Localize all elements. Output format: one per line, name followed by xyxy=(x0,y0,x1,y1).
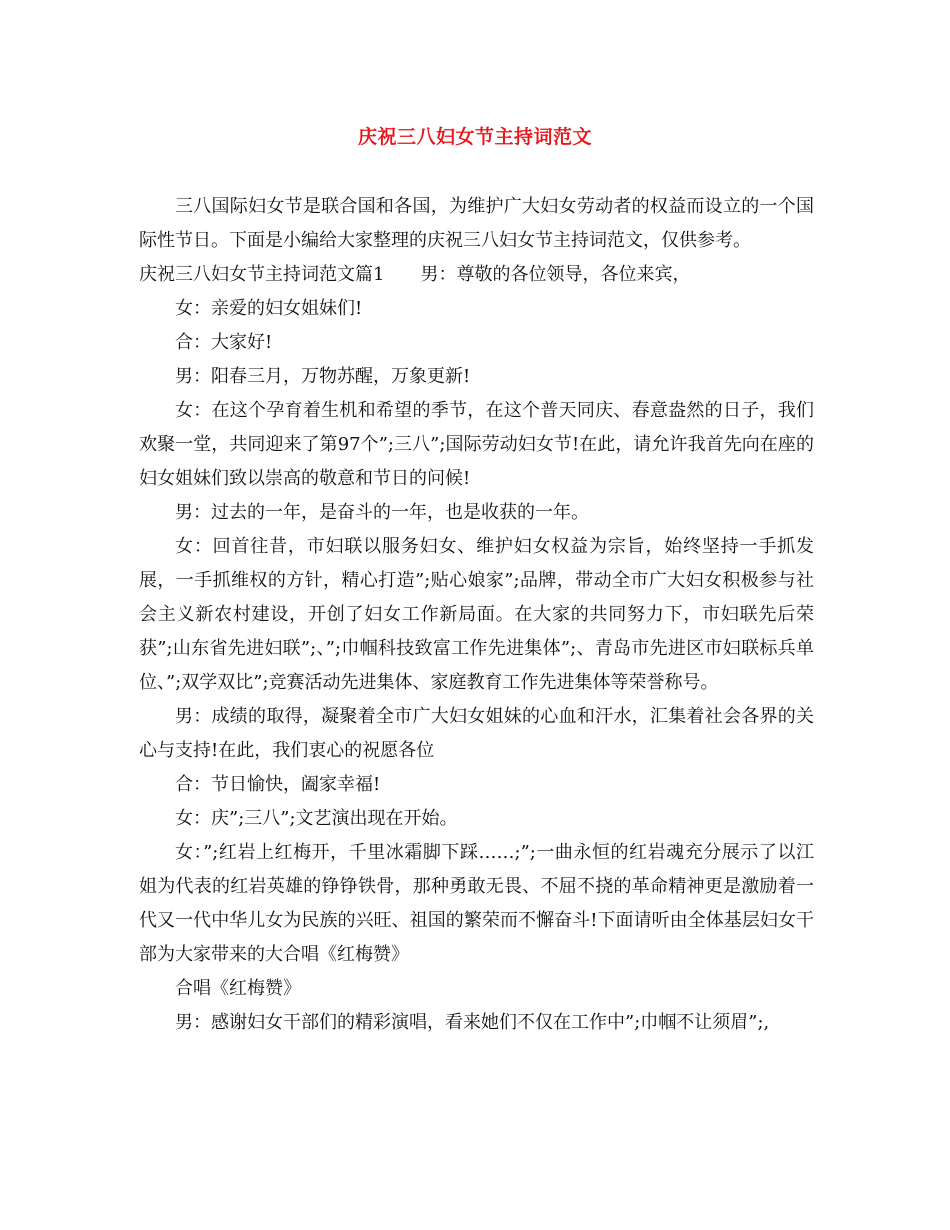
paragraph: 女：回首往昔，市妇联以服务妇女、维护妇女权益为宗旨，始终坚持一手抓发展，一手抓维权的方针，精心打造”;贴心娘家”;品牌，带动全市广大妇女积极参与社会主义新农村建设，开创了妇女工作新局面。在大家的共同努力下，市妇联先后荣获”;山东省先进妇联”;、”;巾帼科技致富工作先进集体”;、青岛市先进区市妇联标兵单位、”;双学双比”;竞赛活动先进集体、家庭教育工作先进集体等荣誉称号。 xyxy=(139,536,814,693)
paragraph: 男：过去的一年，是奋斗的一年，也是收获的一年。 xyxy=(175,502,589,523)
paragraph: 合唱《红梅赞》 xyxy=(175,978,301,999)
document-body xyxy=(139,190,814,1040)
paragraph: 男：感谢妇女干部们的精彩演唱，看来她们不仅在工作中”;巾帼不让须眉”;, xyxy=(175,1012,770,1033)
document-title: 庆祝三八妇女节主持词范文 xyxy=(357,126,592,148)
intro-paragraph: 三八国际妇女节是联合国和各国，为维护广大妇女劳动者的权益而设立的一个国际性节日。下面是小编给大家整理的庆祝三八妇女节主持词范文，仅供参考。 xyxy=(139,196,814,251)
paragraph: 合：大家好! xyxy=(175,332,273,353)
paragraph: 男：成绩的取得，凝聚着全市广大妇女姐妹的心血和汗水，汇集着社会各界的关心与支持!在此，我们衷心的祝愿各位 xyxy=(139,706,814,761)
paragraph: 女：在这个孕育着生机和希望的季节，在这个普天同庆、春意盎然的日子，我们欢聚一堂，共同迎来了第97个”;三八”;国际劳动妇女节!在此，请允许我首先向在座的妇女姐妹们致以崇高的敬意和节日的问候! xyxy=(139,400,814,489)
paragraph: 男：阳春三月，万物苏醒，万象更新! xyxy=(175,366,471,387)
section-heading: 庆祝三八妇女节主持词范文篇1 xyxy=(139,264,385,285)
paragraph: 女：庆”;三八”;文艺演出现在开始。 xyxy=(175,808,458,829)
paragraph: 女：亲爱的妇女姐妹们! xyxy=(175,298,363,319)
section-heading-line xyxy=(139,258,814,292)
section-first-line: 男：尊敬的各位领导，各位来宾， xyxy=(420,264,691,285)
paragraph: 女：”;红岩上红梅开，千里冰霜脚下踩……;”;一曲永恒的红岩魂充分展示了以江姐为代表的红岩英雄的铮铮铁骨，那种勇敢无畏、不屈不挠的革命精神更是激励着一代又一代中华儿女为民族的兴旺、祖国的繁荣而不懈奋斗!下面请听由全体基层妇女干部为大家带来的大合唱《红梅赞》 xyxy=(139,842,814,965)
paragraph: 合：节日愉快，阖家幸福! xyxy=(175,774,381,795)
